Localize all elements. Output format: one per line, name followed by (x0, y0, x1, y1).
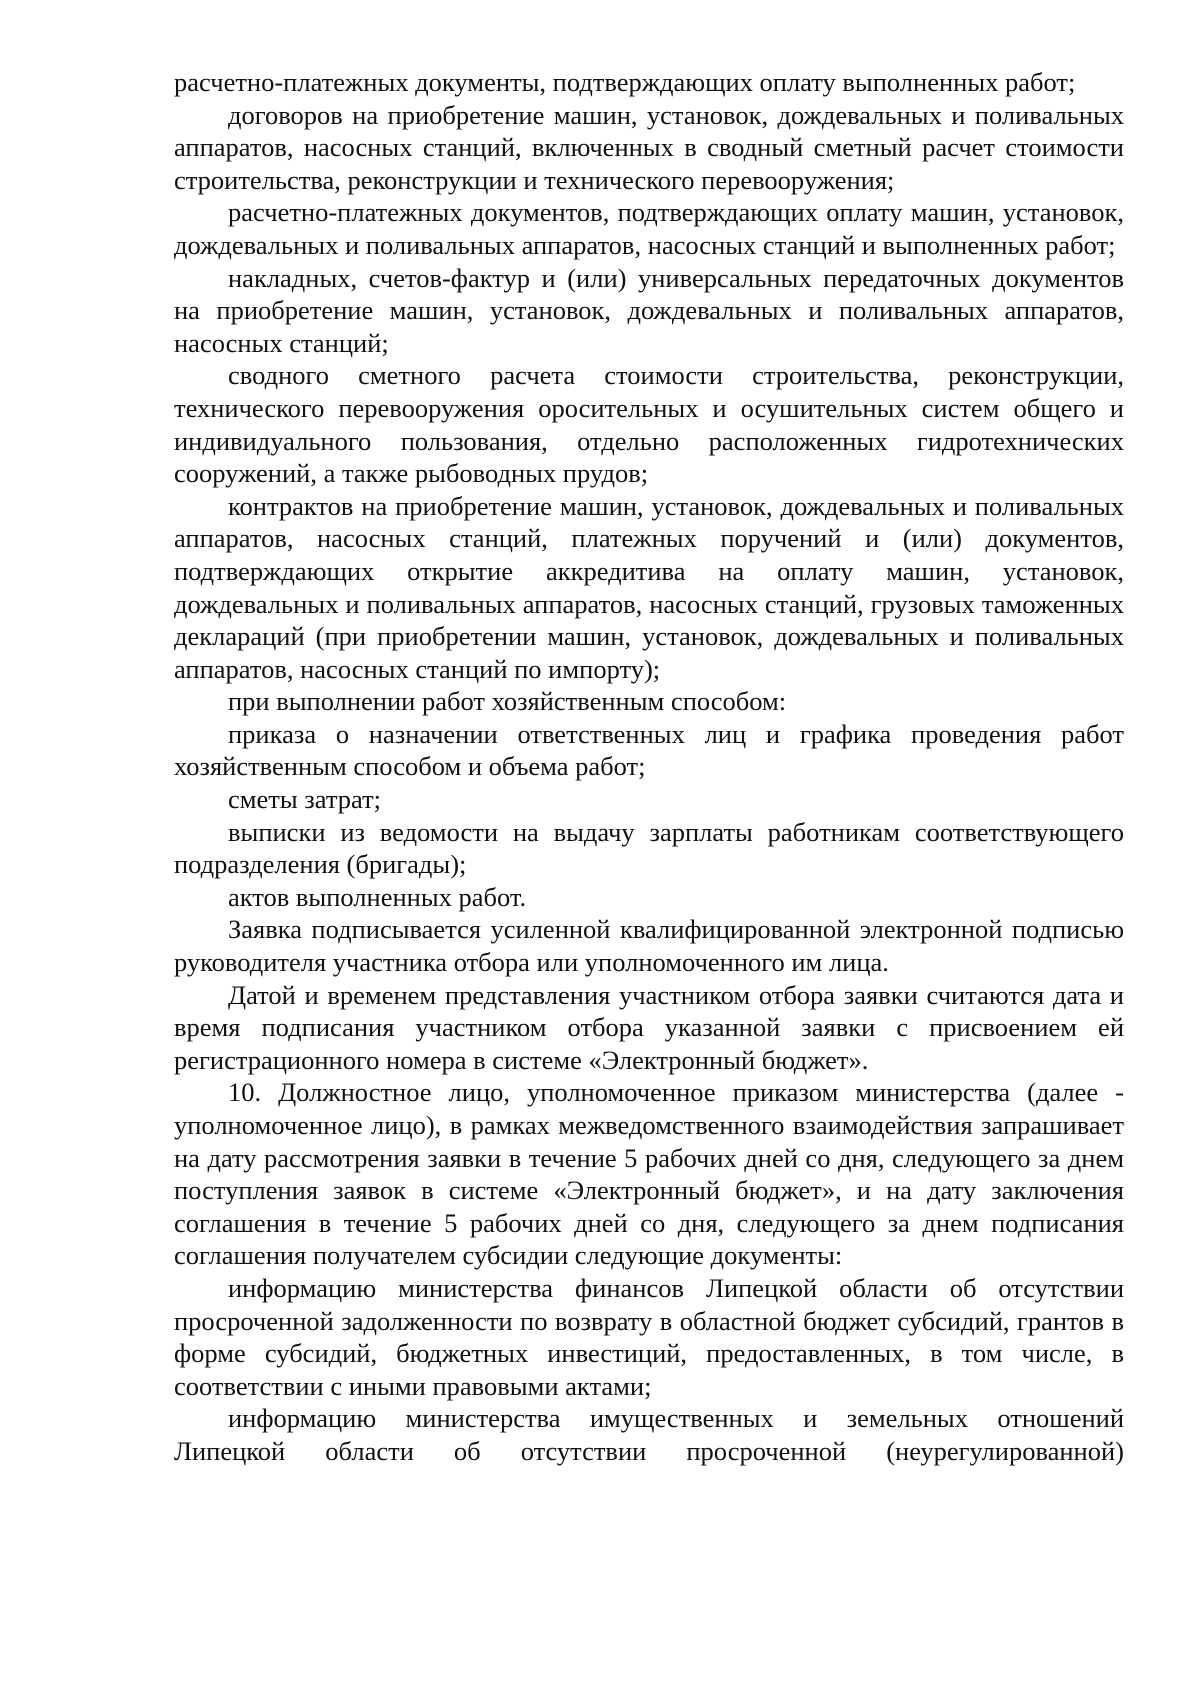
paragraph-in-house-works: при выполнении работ хозяйственным способом: (228, 686, 787, 717)
paragraph-payroll-extract: выписки из ведомости на выдачу зарплаты работникам соответствующего подразделения (бригады); (174, 816, 1124, 880)
paragraph-cost-estimates: сметы затрат; (228, 784, 382, 815)
document-page (174, 66, 1124, 1468)
paragraph-invoices: накладных, счетов-фактур и (или) универсальных передаточных документов на приобретение машин, установок, дождевальных и поливальных аппаратов, насосных станций; (174, 262, 1124, 358)
paragraph-order-appointment: приказа о назначении ответственных лиц и графика проведения работ хозяйственным способом и объема работ; (174, 718, 1124, 782)
paragraph-application-signature: Заявка подписывается усиленной квалифицированной электронной подписью руководителя участника отбора или уполномоченного им лица. (174, 914, 1124, 978)
paragraph-summary-estimate: сводного сметного расчета стоимости строительства, реконструкции, технического перевооружения оросительных и осушительных систем общего и индивидуального пользования, отдельно расположенных гидротехнических сооружений, а также рыбоводных прудов; (174, 360, 1124, 489)
paragraph-purchase-contracts: договоров на приобретение машин, установок, дождевальных и поливальных аппаратов, насосных станций, включенных в сводный сметный расчет стоимости строительства, реконструкции и технического перевооружения; (174, 99, 1124, 195)
paragraph-completion-acts: актов выполненных работ. (228, 881, 527, 912)
paragraph-finance-ministry-info: информацию министерства финансов Липецкой области об отсутствии просроченной задолженности по возврату в областной бюджет субсидий, грантов в форме субсидий, бюджетных инвестиций, предоставленных, в том числе, в соответствии с иными правовыми актами; (174, 1272, 1124, 1401)
paragraph-section-10: 10. Должностное лицо, уполномоченное приказом министерства (далее - уполномоченное лицо), в рамках межведомственного взаимодействия запрашивает на дату рассмотрения заявки в течение 5 рабочих дней со дня, следующего за днем поступления заявок в системе «Электронный бюджет», и на дату заключения соглашения в течение 5 рабочих дней со дня, следующего за днем подписания соглашения получателем субсидии следующие документы: (174, 1077, 1124, 1271)
paragraph-payment-docs-machines: расчетно-платежных документов, подтверждающих оплату машин, установок, дождевальных и поливальных аппаратов, насосных станций и выполненных работ; (174, 197, 1124, 260)
paragraph-contracts-import: контрактов на приобретение машин, установок, дождевальных и поливальных аппаратов, насосных станций, платежных поручений и (или) документов, подтверждающих открытие аккредитива на оплату машин, установок, дождевальных и поливальных аппаратов, насосных станций, грузовых таможенных деклараций (при приобретении машин, установок, дождевальных и поливальных аппаратов, насосных станций по импорту); (174, 490, 1124, 684)
paragraph-submission-date: Датой и временем представления участником отбора заявки считаются дата и время подписания участником отбора указанной заявки с присвоением ей регистрационного номера в системе «Электронный бюджет». (174, 979, 1124, 1075)
paragraph-payment-docs-works: расчетно-платежных документы, подтверждающих оплату выполненных работ; (174, 67, 1076, 97)
paragraph-property-ministry-info: информацию министерства имущественных и земельных отношений Липецкой области об отсутствии просроченной (неурегулированной) (174, 1403, 1124, 1466)
